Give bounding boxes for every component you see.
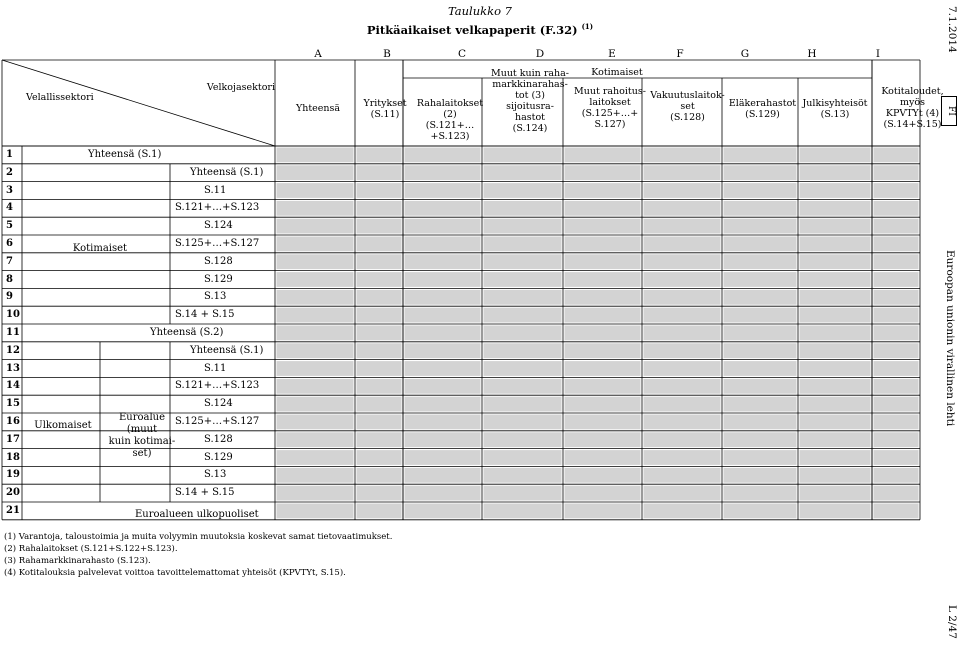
column-header-line: (S.128) [670,112,705,123]
row-number: 5 [6,220,13,232]
shaded-cell [644,183,721,198]
shaded-cell [644,504,721,519]
shaded-cell [565,415,641,430]
shaded-cell [405,361,481,376]
row-label: Yhteensä (S.1) [190,344,264,356]
language-box [941,96,957,126]
column-header-line: S.127) [594,119,626,130]
shaded-cell [405,468,481,483]
column-header-line: hastot [514,112,545,123]
shaded-cell [357,201,402,216]
shaded-cell [874,486,919,501]
column-header-line: tot (3) sijoitusra- [506,90,554,112]
shaded-cell [800,486,871,501]
shaded-cell [724,290,797,305]
footnote-2: (2) Rahalaitokset (S.121+S.122+S.123). [4,544,178,554]
shaded-cell [484,468,562,483]
shaded-cell [800,201,871,216]
shaded-cell [357,219,402,234]
shaded-cell [724,361,797,376]
column-header-2 [360,98,410,120]
shaded-cell [874,468,919,483]
column-header-5 [570,86,650,130]
shaded-cell [565,290,641,305]
shaded-cell [277,148,354,163]
shaded-cell [644,432,721,447]
shaded-cell [644,468,721,483]
shaded-cell [724,468,797,483]
row-label: S.14 + S.15 [175,309,235,321]
row-label: S.124 [204,398,233,410]
debtor-sector-label: Velallissektori [26,92,94,103]
row-label: S.124 [204,220,233,232]
column-header-line: (S.14+S.15) [883,119,942,130]
shaded-cell [874,450,919,465]
shaded-cell [565,254,641,269]
shaded-cell [644,326,721,341]
shaded-cell [800,183,871,198]
shaded-cell [724,504,797,519]
column-header-line: (S.129) [745,109,780,120]
shaded-cell [565,468,641,483]
footnote-3: (3) Rahamarkkinarahasto (S.123). [4,556,151,566]
column-header-line: (S.121+…+S.123) [425,120,475,142]
shaded-cell [484,272,562,287]
shaded-cell [357,308,402,323]
shaded-cell [484,290,562,305]
shaded-cell [800,468,871,483]
table-title-ref: (1) [581,22,594,31]
row-number: 17 [6,433,20,445]
shaded-cell [874,397,919,412]
page-number: L 2/47 [946,605,958,639]
row-label: S.129 [204,273,233,285]
shaded-cell [405,219,481,234]
shaded-cell [800,290,871,305]
shaded-cell [565,308,641,323]
column-header-line: (S.124) [512,123,548,134]
shaded-cell [644,165,721,180]
shaded-cell [405,450,481,465]
shaded-cell [800,397,871,412]
shaded-cell [874,379,919,394]
shaded-cell [484,308,562,323]
shaded-cell [644,450,721,465]
row-label: S.128 [204,433,233,445]
shaded-cell [724,450,797,465]
shaded-cell [405,237,481,252]
shaded-cell [874,165,919,180]
shaded-cell [874,201,919,216]
shaded-cell [405,379,481,394]
shaded-cell [357,326,402,341]
shaded-cell [277,183,354,198]
shaded-cell [644,148,721,163]
shaded-cell [484,397,562,412]
shaded-cell [277,272,354,287]
shaded-cell [565,343,641,358]
shaded-cell [357,165,402,180]
row-number: 16 [6,416,20,427]
column-letter: I [875,48,881,60]
shaded-cell [405,165,481,180]
shaded-cell [724,272,797,287]
shaded-cell [800,254,871,269]
shaded-cell [405,148,481,163]
row-label: S.11 [204,362,227,374]
shaded-cell [277,237,354,252]
shaded-cell [874,361,919,376]
shaded-cell [800,415,871,430]
shaded-cell [800,361,871,376]
shaded-cell [644,201,721,216]
column-letter: F [676,48,684,60]
column-letter: E [608,48,616,60]
column-header-line: Eläkerahastot [728,98,797,109]
shaded-cell [277,219,354,234]
shaded-cell [644,254,721,269]
group-euro-area-line-3: set) [132,448,152,459]
column-header-4 [490,68,570,134]
shaded-cell [277,450,354,465]
shaded-cell [874,504,919,519]
shaded-cell [800,165,871,180]
table-number: Taulukko 7 [448,4,512,18]
shaded-cell [874,415,919,430]
row-number: 3 [6,184,13,196]
shaded-cell [565,183,641,198]
shaded-cell [277,397,354,412]
shaded-cell [644,219,721,234]
column-letter: D [535,48,545,60]
shaded-cell [357,183,402,198]
shaded-cell [565,219,641,234]
shaded-cell [724,148,797,163]
shaded-cell [277,468,354,483]
row-label: S.125+…+S.127 [175,238,260,249]
shaded-cell [405,504,481,519]
row-label: S.14 + S.15 [175,487,235,499]
header-diagonal-line [2,60,275,146]
shaded-cell [357,148,402,163]
shaded-cell [357,415,402,430]
row-label: S.13 [204,291,227,303]
shaded-cell [277,201,354,216]
column-header-line: Kotitaloudet, [881,86,944,97]
column-letter: B [383,48,391,60]
column-letter: A [314,48,322,60]
shaded-cell [724,237,797,252]
shaded-cell [357,343,402,358]
shaded-cell [277,254,354,269]
shaded-cell [484,486,562,501]
shaded-cell [405,326,481,341]
shaded-cell [724,219,797,234]
shaded-cell [800,432,871,447]
column-header-line: markkinarahas- [492,79,568,90]
shaded-cell [724,415,797,430]
shaded-cell [357,397,402,412]
footnote-1: (1) Varantoja, taloustoimia ja muita volyymin muutoksia koskevat samat tietovaatimukset. [4,532,393,542]
shaded-cell [277,432,354,447]
shaded-cell [277,361,354,376]
side-date: 7.1.2014 [946,6,958,53]
shaded-cell [277,486,354,501]
shaded-cell [874,237,919,252]
shaded-cell [405,254,481,269]
shaded-cell [724,379,797,394]
group-euro-area-line-1: Euroalue (muut [118,412,166,435]
footnote-4: (4) Kotitalouksia palvelevat voittoa tavoittelemattomat yhteisöt (KPVTYt, S.15). [4,568,346,578]
shaded-cell [874,148,919,163]
shaded-cell [874,219,919,234]
row-label: S.13 [204,469,227,481]
shaded-cell [484,148,562,163]
shaded-cell [800,272,871,287]
shaded-cell [357,432,402,447]
shaded-cell [644,361,721,376]
shaded-cell [484,379,562,394]
shaded-cell [277,326,354,341]
table-title-text: Pitkäaikaiset velkapaperit (F.32) [366,22,578,37]
shaded-cell [724,308,797,323]
shaded-cell [357,290,402,305]
shaded-cell [484,165,562,180]
column-header-9 [875,86,950,130]
shaded-cell [405,415,481,430]
shaded-cell [800,326,871,341]
shaded-cell [357,450,402,465]
creditor-sector-label: Velkojasektori [206,82,275,93]
shaded-cell [800,308,871,323]
row-number: 13 [6,362,20,374]
row-label: Yhteensä (S.1) [190,166,264,178]
shaded-cell [484,450,562,465]
shaded-cell [724,183,797,198]
shaded-cell [484,254,562,269]
shaded-cell [277,343,354,358]
shaded-cell [277,504,354,519]
domestic-header: Kotimaiset [591,67,643,78]
shaded-cell [565,237,641,252]
column-header-line: Yritykset [363,98,407,109]
shaded-cell [357,468,402,483]
column-letter: H [807,48,817,60]
column-header-7 [725,98,800,120]
row-number: 11 [6,327,20,338]
shaded-cell [644,237,721,252]
shaded-cell [357,361,402,376]
row-number: 19 [6,469,20,481]
journal-name: Euroopan unionin virallinen lehti [944,250,956,427]
shaded-cell [874,183,919,198]
shaded-cell [565,432,641,447]
shaded-cell [565,397,641,412]
shaded-cell [874,254,919,269]
shaded-cell [357,504,402,519]
shaded-cell [484,183,562,198]
group-euro-area [103,412,181,460]
shaded-cell [644,272,721,287]
shaded-cell [800,343,871,358]
shaded-cell [405,183,481,198]
column-header-6 [650,90,725,123]
row-number: 12 [6,344,20,356]
row-number: 1 [6,149,13,160]
shaded-cell [277,415,354,430]
shaded-cell [644,486,721,501]
column-header-line: set [680,101,695,112]
shaded-cell [874,308,919,323]
shaded-cell [644,397,721,412]
shaded-cell [277,308,354,323]
shaded-cell [644,290,721,305]
row-number: 6 [6,238,13,249]
shaded-cell [277,379,354,394]
shaded-cell [565,165,641,180]
shaded-cell [800,219,871,234]
shaded-cell [484,504,562,519]
shaded-cell [405,201,481,216]
column-letter: C [457,48,467,60]
column-header-line: Vakuutuslaitok- [650,90,725,101]
column-header-line: (S.13) [820,109,850,120]
shaded-cell [405,486,481,501]
language-code: FI [946,106,956,116]
shaded-cell [565,450,641,465]
row-number: 14 [6,380,20,392]
row-number: 15 [6,398,20,410]
shaded-cell [644,308,721,323]
shaded-cell [484,432,562,447]
group-euro-area-line-2: kuin kotimai- [108,436,176,447]
column-header-line: Muut kuin raha- [490,68,570,79]
shaded-cell [565,148,641,163]
shaded-cell [565,379,641,394]
shaded-cell [484,219,562,234]
shaded-cell [484,343,562,358]
shaded-cell [357,237,402,252]
row-label: S.128 [204,255,233,267]
shaded-cell [484,237,562,252]
column-header-line: KPVTYt (4) [885,108,940,119]
column-header-line: Rahalaitokset (2) [416,98,484,120]
shaded-cell [405,272,481,287]
shaded-cell [874,343,919,358]
shaded-cell [565,326,641,341]
row-label: S.125+…+S.127 [175,416,260,427]
shaded-cell [565,361,641,376]
shaded-cell [724,486,797,501]
shaded-cell [277,165,354,180]
row-number: 7 [6,255,13,267]
shaded-cell [800,450,871,465]
shaded-cell [357,379,402,394]
shaded-cell [357,486,402,501]
group-foreign: Ulkomaiset [34,420,92,431]
shaded-cell [644,415,721,430]
shaded-cell [874,432,919,447]
group-domestic: Kotimaiset [72,243,128,254]
row-number: 2 [6,166,13,178]
shaded-cell [724,201,797,216]
shaded-cell [644,379,721,394]
column-header-line: Julkisyhteisöt [802,98,868,109]
shaded-cell [724,165,797,180]
column-header-line: laitokset [589,97,631,108]
shaded-cell [405,432,481,447]
shaded-cell [644,343,721,358]
shaded-cell [484,201,562,216]
row-label: Euroalueen ulkopuoliset [135,509,259,520]
row-number: 10 [6,309,20,321]
row-label: S.129 [204,451,233,463]
shaded-cell [484,326,562,341]
column-header-line: Muut rahoitus- [574,86,646,97]
row-label: Yhteensä (S.1) [88,149,162,160]
shaded-cell [357,272,402,287]
column-header-line: (S.11) [370,109,400,120]
shaded-cell [405,290,481,305]
row-number: 9 [6,291,13,303]
row-number: 8 [6,273,13,285]
shaded-cell [405,308,481,323]
column-header-3 [410,98,490,142]
shaded-cell [484,415,562,430]
shaded-cell [357,254,402,269]
row-number: 4 [6,202,13,214]
row-number: 21 [6,505,20,516]
shaded-cell [800,379,871,394]
row-number: 20 [6,487,20,499]
row-label: S.11 [204,184,227,196]
shaded-cell [565,486,641,501]
shaded-cell [800,237,871,252]
shaded-cell [565,272,641,287]
column-header-8 [800,98,870,120]
shaded-cell [724,326,797,341]
shaded-cell [874,290,919,305]
shaded-cell [800,504,871,519]
shaded-cell [724,343,797,358]
total-column-header: Yhteensä [295,103,341,114]
shaded-cell [405,343,481,358]
shaded-cell [724,397,797,412]
column-header-line: myös [900,97,925,108]
shaded-cell [277,290,354,305]
row-number: 18 [6,451,20,463]
shaded-cell [405,397,481,412]
shaded-cell [724,432,797,447]
shaded-cell [874,272,919,287]
row-label: S.121+…+S.123 [175,202,260,214]
shaded-cell [484,361,562,376]
row-label: S.121+…+S.123 [175,380,260,392]
shaded-cell [565,201,641,216]
shaded-cell [800,148,871,163]
shaded-cell [874,326,919,341]
row-label: Yhteensä (S.2) [150,327,224,338]
shaded-cell [724,254,797,269]
column-header-line: (S.125+…+ [581,108,639,119]
shaded-cell [565,504,641,519]
column-letter: G [740,48,750,60]
